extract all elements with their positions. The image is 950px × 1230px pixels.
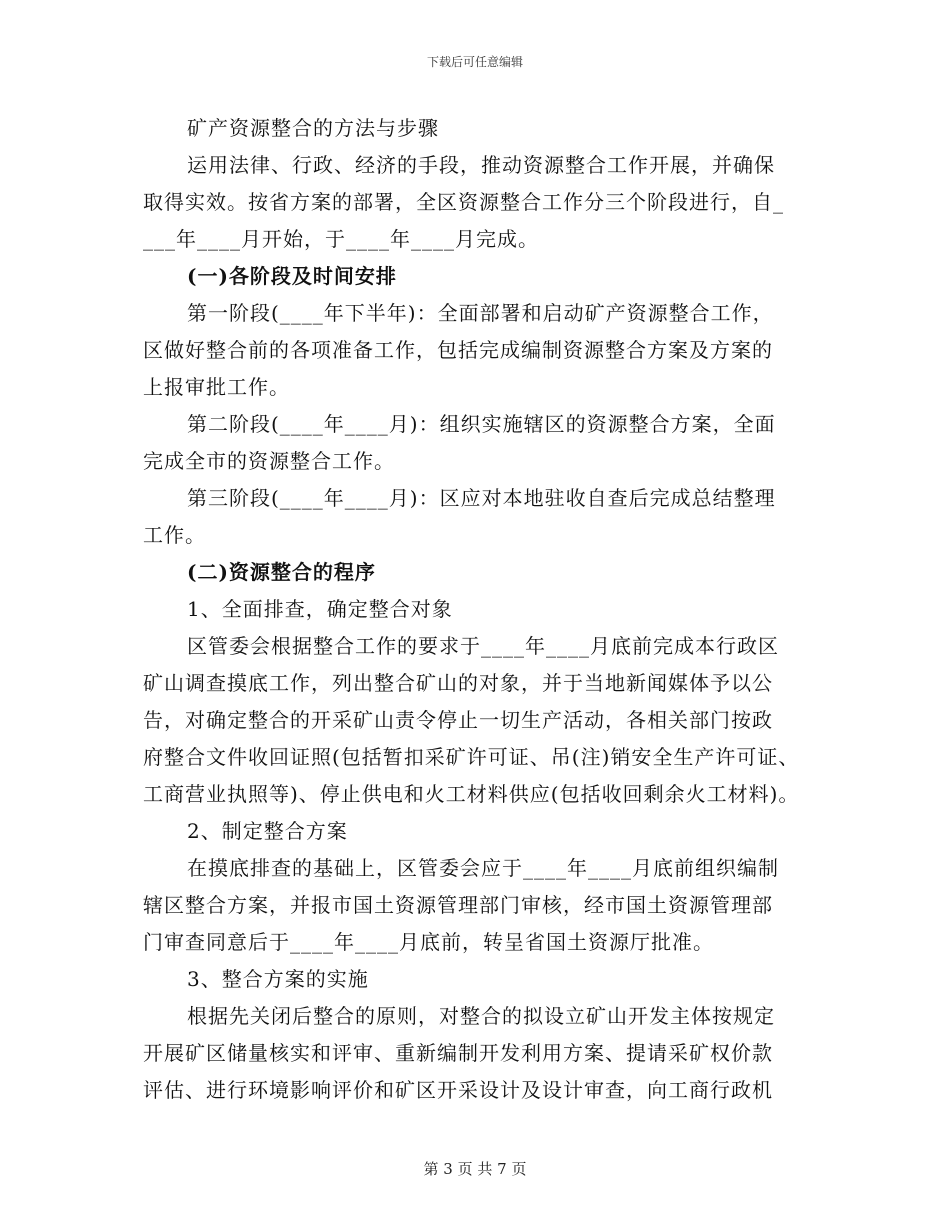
text-line: 辖区整合方案，并报市国土资源管理部门审核，经市国土资源管理部 — [143, 893, 773, 917]
text-line: 工作。 — [143, 523, 206, 547]
text-line: 完成全市的资源整合工作。 — [143, 449, 395, 473]
section-heading: (一)各阶段及时间安排 — [187, 264, 397, 288]
text-line: 区做好整合前的各项准备工作，包括完成编制资源整合方案及方案的 — [143, 338, 773, 362]
text-line: 门审查同意后于____年____月底前，转呈省国土资源厅批准。 — [143, 930, 714, 954]
text-line: 府整合文件收回证照(包括暂扣采矿许可证、吊(注)销安全生产许可证、 — [143, 745, 800, 769]
text-line: 工商营业执照等)、停止供电和火工材料供应(包括收回剩余火工材料)。 — [143, 782, 800, 806]
text-line: 评估、进行环境影响评价和矿区开采设计及设计审查，向工商行政机 — [143, 1078, 773, 1102]
text-line: 在摸底排查的基础上，区管委会应于____年____月底前组织编制 — [187, 856, 779, 880]
text-line: 开展矿区储量核实和评审、重新编制开发利用方案、提请采矿权价款 — [143, 1041, 773, 1065]
page-header: 下载后可任意编辑 — [426, 55, 523, 69]
text-line: 区管委会根据整合工作的要求于____年____月底前完成本行政区 — [187, 634, 779, 658]
text-line: 第一阶段(____年下半年)：全面部署和启动矿产资源整合工作， — [187, 301, 774, 325]
text-line: 矿山调查摸底工作，列出整合矿山的对象，并于当地新闻媒体予以公 — [143, 671, 773, 695]
page-number: 第 3 页 共 7 页 — [423, 1160, 527, 1178]
text-line: 根据先关闭后整合的原则，对整合的拟设立矿山开发主体按规定 — [187, 1004, 775, 1028]
text-line: 取得实效。按省方案的部署，全区资源整合工作分三个阶段进行，自_ — [143, 190, 784, 214]
text-line: 1、全面排查，确定整合对象 — [187, 597, 453, 621]
text-line: 3、整合方案的实施 — [187, 967, 369, 991]
text-line: 告，对确定整合的开采矿山责令停止一切生产活动，各相关部门按政 — [143, 708, 773, 732]
text-line: 第二阶段(____年____月)：组织实施辖区的资源整合方案，全面 — [187, 412, 776, 436]
text-line: 2、制定整合方案 — [187, 819, 348, 843]
text-line: 矿产资源整合的方法与步骤 — [187, 116, 439, 140]
section-heading: (二)资源整合的程序 — [187, 560, 376, 584]
text-line: 第三阶段(____年____月)：区应对本地驻收自查后完成总结整理 — [187, 486, 776, 510]
document-body — [143, 110, 803, 1109]
text-line: 运用法律、行政、经济的手段，推动资源整合工作开展，并确保 — [187, 153, 775, 177]
text-line: 上报审批工作。 — [143, 375, 290, 399]
text-line: ___年____月开始，于____年____月完成。 — [143, 227, 539, 251]
